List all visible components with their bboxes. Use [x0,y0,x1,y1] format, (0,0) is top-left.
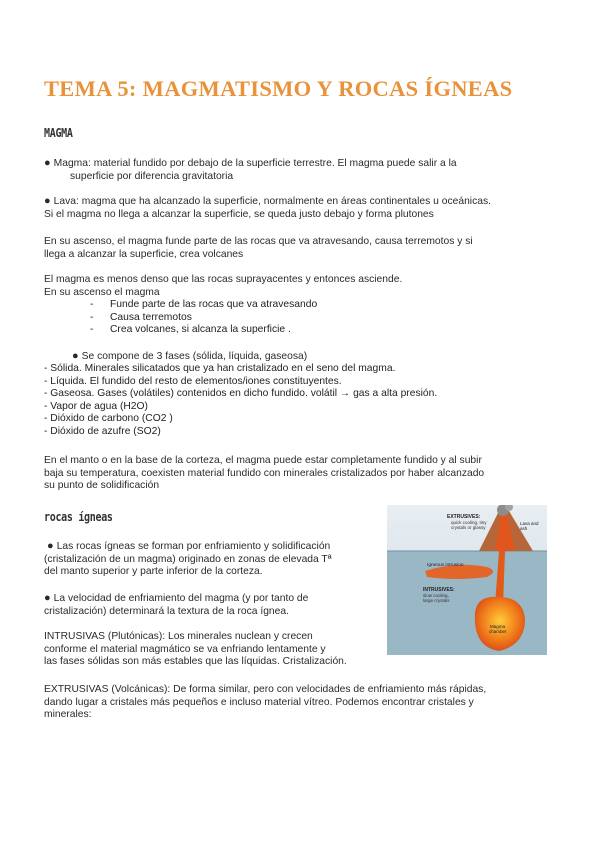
bullet-icon: ● [44,195,51,207]
bullet-icon: ● [72,350,79,362]
ascent-list [90,299,317,337]
label-lava: Lava and [520,521,539,526]
list-item: - Causa terremotos [90,311,192,323]
text-line: las fases sólidas son más estables que las líquidas. Cristalización. [44,656,347,668]
page-title: TEMA 5: MAGMATISMO Y ROCAS ÍGNEAS [44,76,513,101]
paragraph-cooling-speed [44,592,308,618]
phases-intro: ● Se compone de 3 fases (sólida, líquida, gaseosa) [72,350,308,362]
label-extrusives-desc: crystals or glassy [451,525,486,530]
section-heading-magma: MAGMA [44,127,73,141]
label-intrusives-desc: large crystals [423,598,450,603]
paragraph-ascent [44,236,473,261]
bullet-icon: ● [44,157,51,169]
label-extrusives-desc: quick cooling, tiny [451,520,487,525]
list-item: - Vapor de agua (H2O) [44,400,148,412]
text-line: EXTRUSIVAS (Volcánicas): De forma similar, pero con velocidades de enfriamiento más rápidas, [44,684,487,695]
text-line: Si el magma no llega a alcanzar la superficie, se queda justo debajo y forma plutones [44,208,434,220]
text-line: En su ascenso el magma [44,286,160,298]
text-line: del manto superior y parte inferior de la corteza. [44,566,263,578]
list-item: - Gaseosa. Gases (volátiles) contenidos en dicho fundido. volátil → gas a alta presión. [44,388,438,400]
paragraph-density [44,274,402,299]
volcano-diagram [387,505,547,655]
volcano-diagram-svg [387,505,547,655]
paragraph-magma-definition [44,157,457,183]
label-magma-chamber: Magma [490,624,506,629]
text-line: Magma: material fundido por debajo de la superficie terrestre. El magma puede salir a la [53,158,457,169]
label-igneous-intrusion: Igneous intrusion [427,563,464,568]
text-line: El magma es menos denso que las rocas suprayacentes y entonces asciende. [44,274,403,285]
text-line: (cristalización de un magma) originado en zonas de elevada Tª [44,553,332,565]
bullet-icon: ● [44,540,54,552]
list-item: - Dióxido de azufre (SO2) [44,425,161,437]
text-line: En su ascenso, el magma funde parte de las rocas que va atravesando, causa terremotos y si [44,236,473,247]
label-magma-chamber: chamber [489,629,507,634]
list-item: - Sólida. Minerales silicatados que ya han cristalizado en el seno del magma. [44,363,396,374]
bullet-icon: ● [44,592,51,604]
label-intrusives-desc: slow cooling, [423,593,449,598]
text-line: llega a alcanzar la superficie, crea volcanes [44,248,244,260]
paragraph-extrusivas [44,684,486,722]
paragraph-rocas-formation [44,540,332,579]
list-item: - Crea volcanes, si alcanza la superficie . [90,324,291,336]
text-line: INTRUSIVAS (Plutónicas): Los minerales nuclean y crecen [44,631,313,642]
text-line: superficie por diferencia gravitatoria [70,170,234,182]
text-line: Lava: magma que ha alcanzado la superficie, normalmente en áreas continentales u oceánicas. [53,196,491,207]
list-item: - Dióxido de carbono (CO2 ) [44,413,173,425]
list-item: - Funde parte de las rocas que va atravesando [90,299,318,310]
list-item: - Líquida. El fundido del resto de elementos/iones constituyentes. [44,375,342,387]
text-line: cristalización) determinará la textura de la roca ígnea. [44,605,289,617]
text-line: su punto de solidificación [44,480,160,492]
text-line: Las rocas ígneas se forman por enfriamiento y solidificación [56,541,331,552]
section-heading-rocas-igneas: rocas ígneas [44,511,113,525]
paragraph-mantle [44,455,484,493]
label-intrusives: INTRUSIVES: [423,587,455,593]
text-line: baja su temperatura, coexisten material fundido con minerales cristalizados por haber alcanzado [44,467,485,479]
text-line: dando lugar a cristales más pequeños e incluso material vítreo. Podemos encontrar cristales y [44,696,474,708]
text-line: En el manto o en la base de la corteza, el magma puede estar completamente fundido y al subir [44,455,482,466]
phases-list [44,363,437,439]
text-line: minerales: [44,709,92,721]
paragraph-lava-definition [44,195,491,221]
text-line: conforme el material magmático se va enfriando lentamente y [44,643,326,655]
label-extrusives: EXTRUSIVES: [447,514,481,520]
text-line: La velocidad de enfriamiento del magma (y por tanto de [53,593,309,604]
paragraph-intrusivas [44,631,347,669]
label-ash: ash [520,526,528,531]
